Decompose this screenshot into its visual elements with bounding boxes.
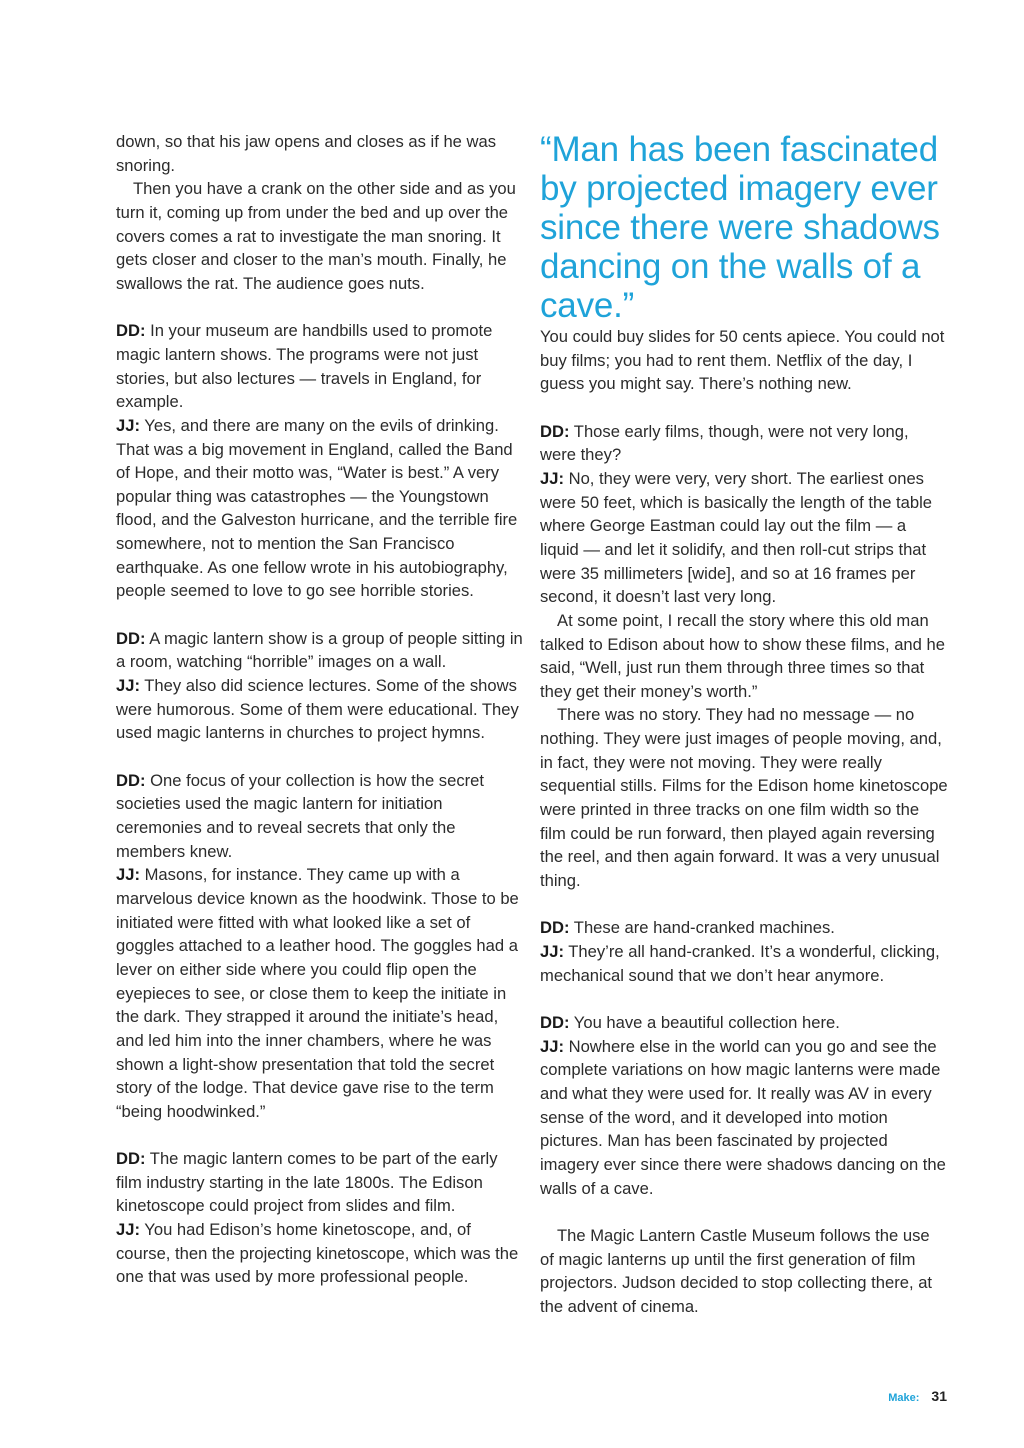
speaker-label: JJ: bbox=[116, 676, 140, 696]
interview-answer bbox=[116, 414, 524, 603]
answer-text: Nowhere else in the world can you go and see the complete variations on how magic lanterns were made and what they were used for. It really was AV in every sense of the word, and it developed into motion pictures. Man has been fascinated by projected imagery ever since there were shadows dancing on the walls of a cave. bbox=[540, 1036, 946, 1198]
answer-text: Masons, for instance. They came up with a marvelous device known as the hoodwink. Those to be initiated were fitted with what looked like a set of goggles attached to a leather hood. The goggles had a lever on either side where you could flip open the eyepieces to see, or close them to keep the initiate in the dark. They strapped it around the initiate’s head, and led him into the inner chambers, where he was shown a light-show presentation that told the secret story of the lodge. That device gave rise to the term “being hoodwinked.” bbox=[116, 865, 519, 1121]
magazine-logo: Make: bbox=[888, 1392, 920, 1404]
speaker-label: DD: bbox=[540, 1012, 570, 1032]
question-text: A magic lantern show is a group of people sitting in a room, watching “horrible” images on a wall. bbox=[116, 628, 523, 672]
speaker-label: JJ: bbox=[116, 415, 140, 435]
interview-question bbox=[540, 916, 948, 940]
paragraph: At some point, I recall the story where this old man talked to Edison about how to show these films, and he said, “Well, just run them through three times so that they get their money’s worth.” bbox=[540, 610, 945, 701]
speaker-label: JJ: bbox=[116, 1220, 140, 1240]
question-text: You have a beautiful collection here. bbox=[569, 1012, 840, 1032]
interview-question bbox=[116, 627, 524, 674]
interview-answer bbox=[116, 674, 524, 745]
speaker-label: DD: bbox=[540, 421, 570, 441]
answer-text: No, they were very, very short. The earliest ones were 50 feet, which is basically the length of the table where George Eastman could lay out the film — a liquid — and let it solidify, and then roll-cut strips that were 35 millimeters [wide], and so at 16 frames per second, it doesn’t last very long. bbox=[540, 468, 933, 607]
question-text: The magic lantern comes to be part of the early film industry starting in the late 1800s. The Edison kinetoscope could project from slides and film. bbox=[116, 1149, 498, 1216]
question-text: In your museum are handbills used to promote magic lantern shows. The programs were not just stories, but also lectures — travels in England, for example. bbox=[116, 321, 493, 412]
interview-question bbox=[116, 769, 524, 864]
question-text: Those early films, though, were not very long, were they? bbox=[540, 421, 909, 465]
right-column bbox=[540, 130, 948, 1319]
interview-question bbox=[116, 319, 524, 414]
speaker-label: DD: bbox=[116, 628, 146, 648]
answer-text: Yes, and there are many on the evils of drinking. That was a big movement in England, called the Band of Hope, and their motto was, “Water is best.” A very popular thing was catastrophes — the Youngstown flood, and the Galveston hurricane, and the terrible fire somewhere, not to mention the San Francisco earthquake. As one fellow wrote in his autobiography, people seemed to love to go see horrible stories. bbox=[116, 415, 518, 601]
speaker-label: DD: bbox=[540, 918, 570, 938]
interview-answer bbox=[116, 1218, 524, 1289]
question-text: One focus of your collection is how the secret societies used the magic lantern for initiation ceremonies and to reveal secrets that only the members knew. bbox=[116, 770, 484, 861]
interview-question bbox=[116, 1147, 524, 1218]
answer-text: They’re all hand-cranked. It’s a wonderful, clicking, mechanical sound that we don’t hear anymore. bbox=[540, 942, 940, 985]
left-column bbox=[116, 130, 524, 1289]
speaker-label: DD: bbox=[116, 1149, 146, 1169]
interview-answer bbox=[540, 1035, 948, 1201]
pull-quote: “Man has been fascinated by projected imagery ever since there were shadows dancing on the walls of a cave.” bbox=[540, 130, 940, 325]
answer-text: They also did science lectures. Some of the shows were humorous. Some of them were educational. They used magic lanterns in churches to project hymns. bbox=[116, 676, 519, 743]
page-footer bbox=[888, 1388, 947, 1404]
interview-question bbox=[540, 420, 948, 467]
speaker-label: JJ: bbox=[540, 1036, 564, 1056]
question-text: These are hand-cranked machines. bbox=[569, 918, 835, 938]
speaker-label: JJ: bbox=[540, 942, 564, 962]
answer-text: You had Edison’s home kinetoscope, and, of course, then the projecting kinetoscope, which was the one that was used by more professional people. bbox=[116, 1220, 519, 1287]
interview-answer bbox=[540, 940, 948, 987]
paragraph: down, so that his jaw opens and closes as if he was snoring. bbox=[116, 132, 497, 175]
interview-question bbox=[540, 1011, 948, 1035]
speaker-label: JJ: bbox=[116, 865, 140, 885]
speaker-label: DD: bbox=[116, 770, 146, 790]
speaker-label: DD: bbox=[116, 321, 146, 341]
interview-answer bbox=[540, 467, 948, 609]
paragraph: Then you have a crank on the other side and as you turn it, coming up from under the bed and up over the covers comes a rat to investigate the man snoring. It gets closer and closer to the man’s mouth. Finally, he swallows the rat. The audience goes nuts. bbox=[116, 179, 516, 293]
speaker-label: JJ: bbox=[540, 468, 564, 488]
closing-paragraph: The Magic Lantern Castle Museum follows the use of magic lanterns up until the first generation of film projectors. Judson decided to stop collecting there, at the advent of cinema. bbox=[540, 1225, 933, 1316]
page-number: 31 bbox=[931, 1388, 947, 1404]
paragraph: You could buy slides for 50 cents apiece. You could not buy films; you had to rent them. Netflix of the day, I guess you might say. There’s nothing new. bbox=[540, 327, 945, 394]
interview-answer bbox=[116, 863, 524, 1123]
paragraph: There was no story. They had no message — no nothing. They were just images of people moving, and, in fact, they were not moving. They were really sequential stills. Films for the Edison home kinetoscope were printed in three tracks on one film width so the film could be run forward, then played again reversing the reel, and then again forward. It was a very unusual thing. bbox=[540, 705, 948, 891]
